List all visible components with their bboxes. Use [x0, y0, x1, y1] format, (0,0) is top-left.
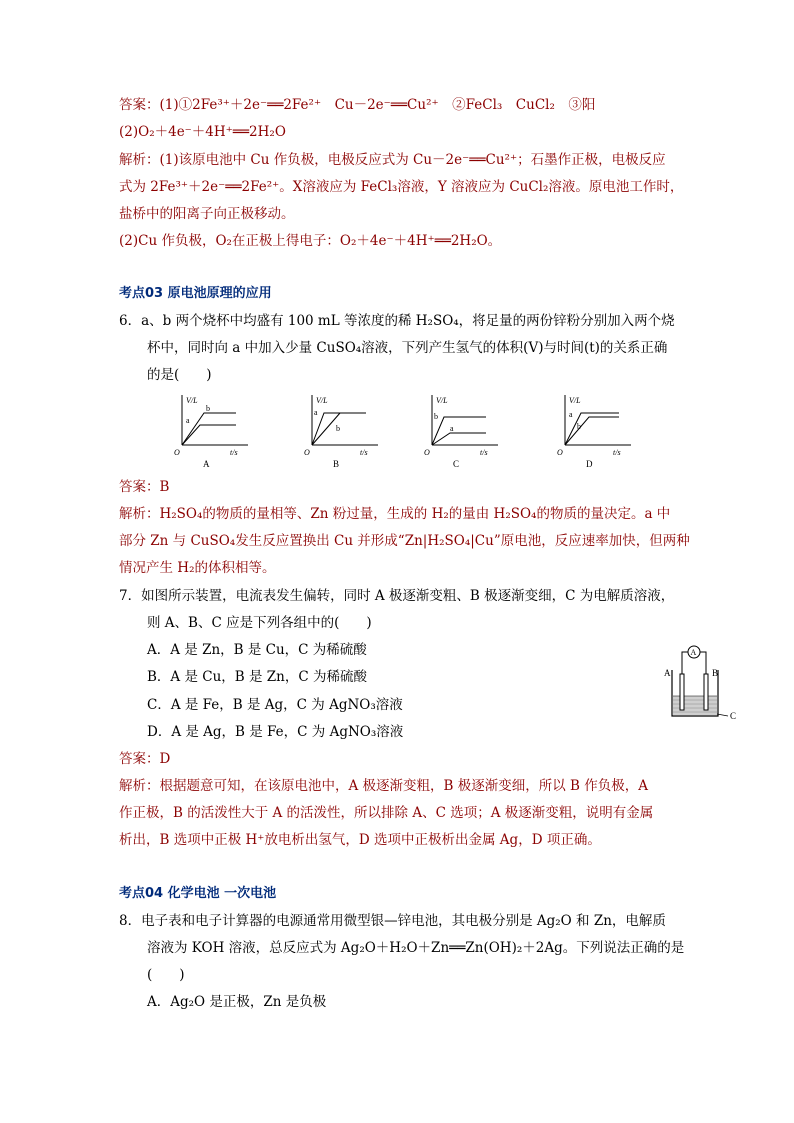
origin-label: O	[174, 448, 180, 457]
q7-analysis-line-2: 作正极，B 的活泼性大于 A 的活泼性，所以排除 A、C 选项；A 极逐渐变粗，说明有金属	[119, 805, 654, 821]
q6-graph-c	[420, 393, 500, 473]
axis-y-label: V/L	[569, 396, 581, 405]
analysis-line-4: (2)Cu 作负极，O₂在正极上得电子：O₂＋4e⁻＋4H⁺══2H₂O。	[119, 233, 502, 249]
q6-analysis-line-2: 部分 Zn 与 CuSO₄发生反应置换出 Cu 并形成“Zn|H₂SO₄|Cu”原电池，反应速率加快，但两种	[119, 533, 690, 549]
axis-y-label: V/L	[186, 396, 198, 405]
q6-stem-line-3: 的是( )	[147, 367, 212, 383]
answer-line-2: (2)O₂＋4e⁻＋4H⁺══2H₂O	[119, 124, 286, 140]
electrode-a-label: A	[664, 668, 671, 678]
analysis-line-3: 盐桥中的阳离子向正极移动。	[119, 206, 295, 222]
option-c-label: C	[453, 459, 460, 469]
origin-label: O	[424, 448, 430, 457]
q7-apparatus-figure	[664, 644, 744, 726]
option-a-label: A	[203, 459, 210, 469]
axis-y-label: V/L	[316, 396, 328, 405]
q7-stem-line-1: 7．如图所示装置，电流表发生偏转，同时 A 极逐渐变粗、B 极逐渐变细，C 为电解质溶液，	[119, 588, 675, 604]
curve-b-label: b	[336, 424, 340, 433]
electrode-b-label: B	[712, 668, 719, 678]
axis-y-label: V/L	[436, 396, 448, 405]
curve-a-label: a	[569, 410, 573, 419]
curve-a-label: a	[314, 408, 318, 417]
curve-a-label: a	[186, 416, 190, 425]
q6-graph-a	[170, 393, 250, 473]
section-heading-04: 考点04 化学电池 一次电池	[119, 886, 277, 901]
q6-answer: 答案：B	[119, 479, 170, 495]
option-b-label: B	[333, 459, 340, 469]
axis-x-label: t/s	[613, 448, 621, 457]
q7-option-a: A．A 是 Zn，B 是 Cu，C 为稀硫酸	[147, 642, 367, 658]
q7-option-b: B．A 是 Cu，B 是 Zn，C 为稀硫酸	[147, 669, 367, 685]
q6-stem-line-1: 6．a、b 两个烧杯中均盛有 100 mL 等浓度的稀 H₂SO₄，将足量的两份锌粉分别加入两个烧	[119, 313, 675, 329]
q6-stem-line-2: 杯中，同时向 a 中加入少量 CuSO₄溶液，下列产生氢气的体积(V)与时间(t)的关系正确	[147, 340, 668, 356]
q6-analysis-line-3: 情况产生 H₂的体积相等。	[119, 560, 276, 576]
q8-stem-line-2: 溶液为 KOH 溶液，总反应式为 Ag₂O＋H₂O＋Zn══Zn(OH)₂＋2Ag。下列说法正确的是	[147, 940, 685, 956]
q6-graph-b	[300, 393, 380, 473]
answer-line-1: 答案：(1)①2Fe³⁺＋2e⁻══2Fe²⁺ Cu－2e⁻══Cu²⁺ ②FeCl₃ CuCl₂ ③阳	[119, 97, 596, 113]
q7-answer: 答案：D	[119, 751, 171, 767]
q8-option-a: A．Ag₂O 是正极，Zn 是负极	[147, 994, 327, 1010]
option-d-label: D	[586, 459, 593, 469]
q6-analysis-line-1: 解析：H₂SO₄的物质的量相等、Zn 粉过量，生成的 H₂的量由 H₂SO₄的物质的量决定。a 中	[119, 506, 671, 522]
q8-stem-line-1: 8．电子表和电子计算器的电源通常用微型银—锌电池，其电极分别是 Ag₂O 和 Zn，电解质	[119, 913, 666, 929]
q8-stem-line-3: ( )	[147, 967, 185, 983]
curve-b-label: b	[206, 404, 210, 413]
curve-a-label: a	[450, 424, 454, 433]
axis-x-label: t/s	[480, 448, 488, 457]
q7-option-d: D．A 是 Ag，B 是 Fe，C 为 AgNO₃溶液	[147, 724, 404, 740]
q7-analysis-line-1: 解析：根据题意可知，在该原电池中，A 极逐渐变粗，B 极逐渐变细，所以 B 作负极，A	[119, 778, 649, 794]
ammeter-label: A	[690, 648, 697, 657]
q7-analysis-line-3: 析出，B 选项中正极 H⁺放电析出氢气，D 选项中正极析出金属 Ag，D 项正确。	[119, 832, 601, 848]
q7-stem-line-2: 则 A、B、C 应是下列各组中的( )	[147, 615, 372, 631]
analysis-line-1: 解析：(1)该原电池中 Cu 作负极，电极反应式为 Cu－2e⁻══Cu²⁺；石墨作正极，电极反应	[119, 152, 666, 168]
curve-b-label: b	[577, 422, 581, 431]
axis-x-label: t/s	[360, 448, 368, 457]
curve-b-label: b	[434, 412, 438, 421]
section-heading-03: 考点03 原电池原理的应用	[119, 286, 272, 301]
axis-x-label: t/s	[230, 448, 238, 457]
q7-option-c: C．A 是 Fe，B 是 Ag，C 为 AgNO₃溶液	[147, 697, 403, 713]
q6-graph-d	[553, 393, 633, 473]
solution-c-label: C	[730, 711, 737, 721]
origin-label: O	[557, 448, 563, 457]
origin-label: O	[304, 448, 310, 457]
q6-graph-options	[170, 393, 640, 473]
analysis-line-2: 式为 2Fe³⁺＋2e⁻══2Fe²⁺。X溶液应为 FeCl₃溶液，Y 溶液应为 CuCl₂溶液。原电池工作时，	[119, 179, 684, 195]
